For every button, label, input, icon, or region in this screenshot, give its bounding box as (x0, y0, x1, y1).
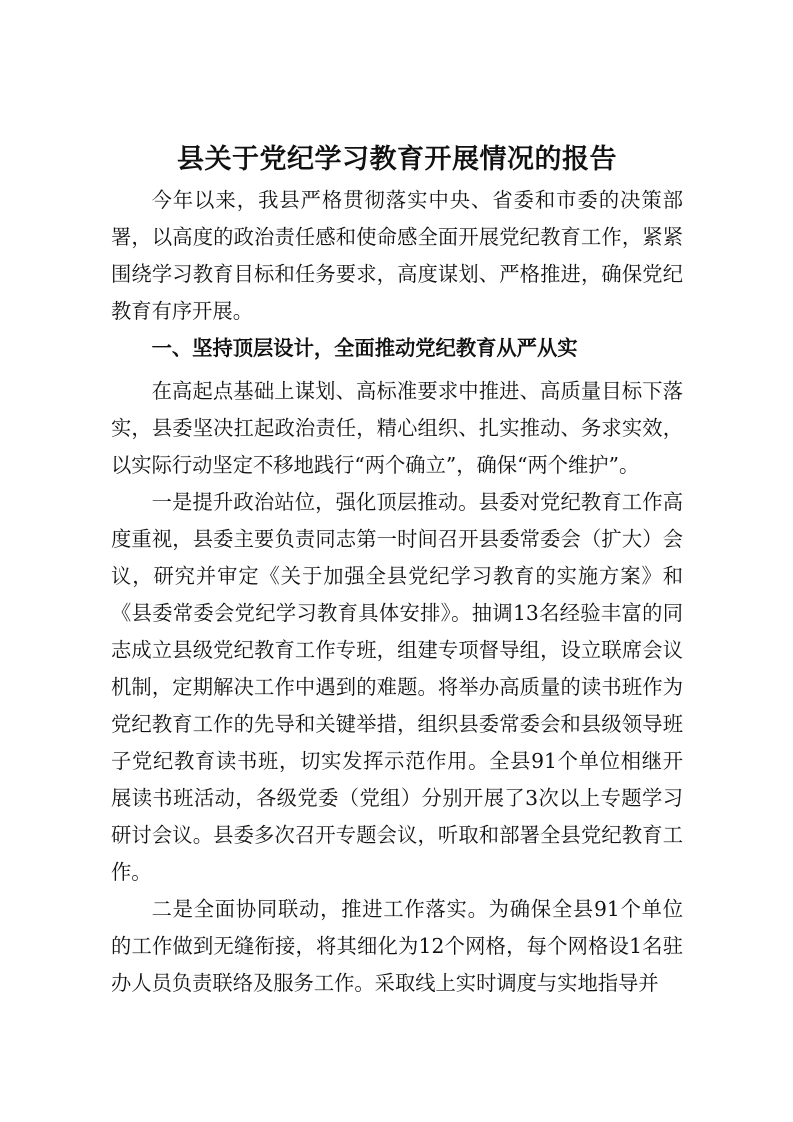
section-1-paragraph-2: 一是提升政治站位，强化顶层推动。县委对党纪教育工作高度重视，县委主要负责同志第一时间召开县委常委会（扩大）会议，研究并审定《关于加强全县党纪学习教育的实施方案》和《县委常委会党纪学习教育具体安排》。抽调13名经验丰富的同志成立县级党纪教育工作专班，组建专项督导组，设立联席会议机制，定期解决工作中遇到的难题。将举办高质量的读书班作为党纪教育工作的先导和关键举措，组织县委常委会和县级领导班子党纪教育读书班，切实发挥示范作用。全县91个单位相继开展读书班活动，各级党委（党组）分别开展了3次以上专题学习研讨会议。县委多次召开专题会议，听取和部署全县党纪教育工作。 (111, 490, 683, 884)
intro-paragraph: 今年以来，我县严格贯彻落实中央、省委和市委的决策部署，以高度的政治责任感和使命感全面开展党纪教育工作，紧紧围绕学习教育目标和任务要求，高度谋划、严格推进，确保党纪教育有序开展。 (111, 188, 683, 323)
section-heading-1: 一、坚持顶层设计，全面推动党纪教育从严从实 (151, 336, 578, 360)
document-title: 县关于党纪学习教育开展情况的报告 (177, 144, 617, 175)
document-page (111, 140, 683, 1002)
section-1-paragraph-1: 在高起点基础上谋划、高标准要求中推进、高质量目标下落实，县委坚决扛起政治责任，精心组织、扎实推动、务求实效，以实际行动坚定不移地践行“两个确立”，确保“两个维护”。 (111, 379, 683, 477)
section-1-paragraph-3: 二是全面协同联动，推进工作落实。为确保全县91个单位的工作做到无缝衔接，将其细化为12个网格，每个网格设1名驻办人员负责联络及服务工作。采取线上实时调度与实地指导并 (111, 897, 683, 995)
